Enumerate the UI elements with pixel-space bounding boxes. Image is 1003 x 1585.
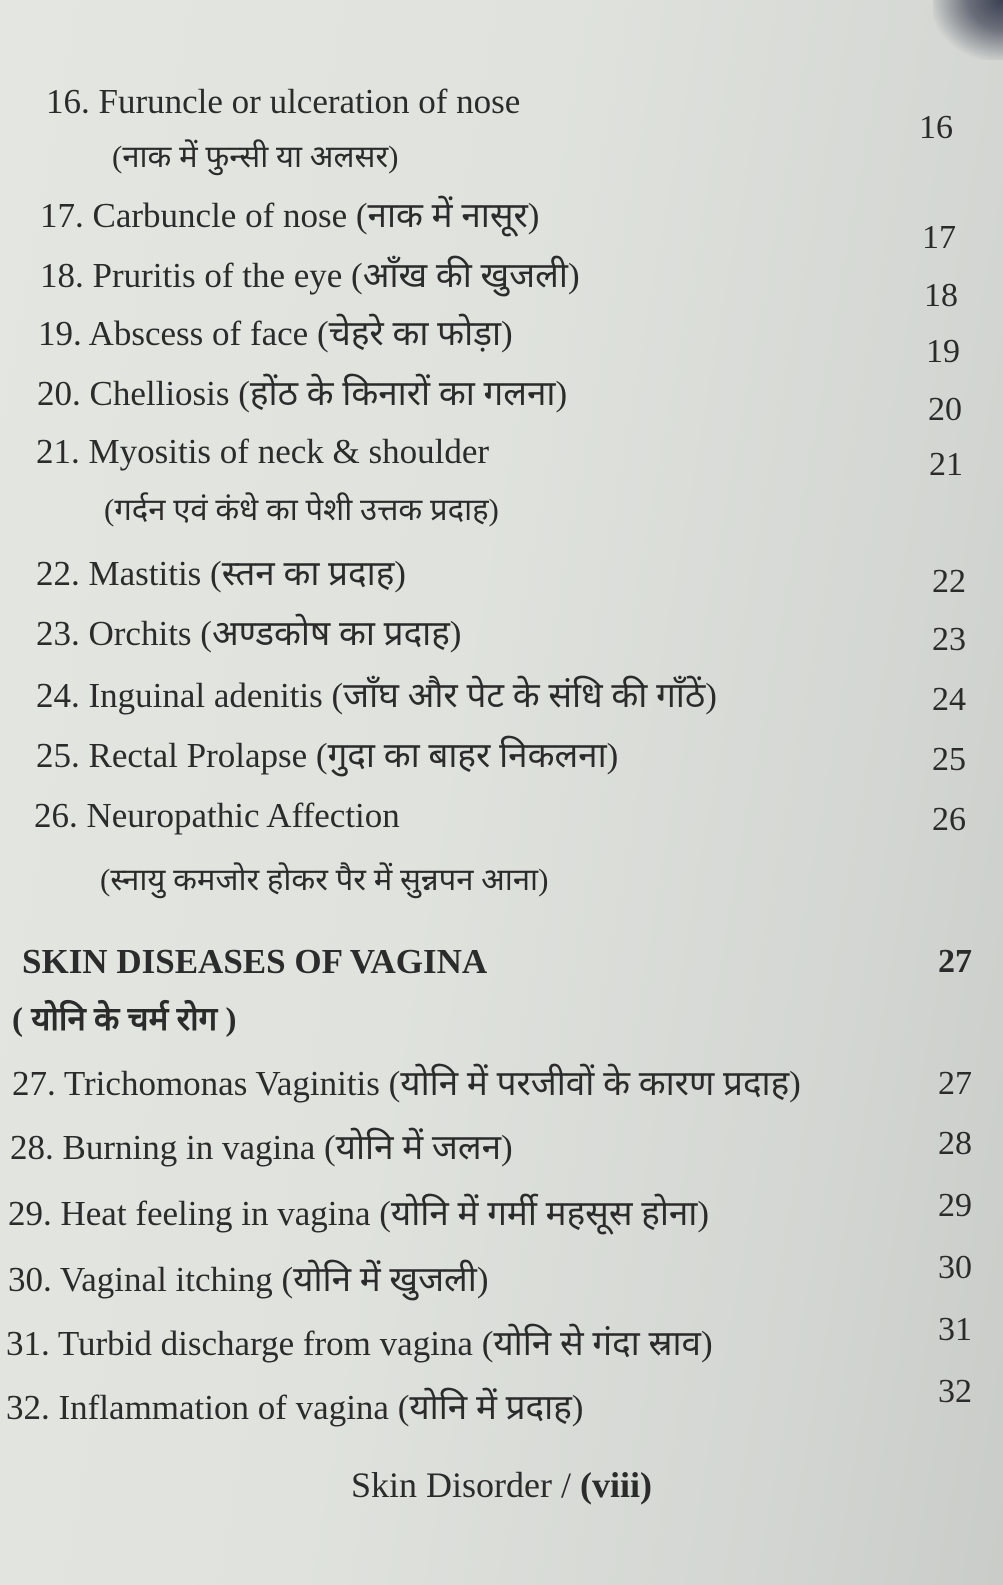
entry-subtitle: (स्नायु कमजोर होकर पैर में सुन्नपन आना) xyxy=(100,862,549,897)
page-number: 27 xyxy=(938,1065,972,1102)
page-number: 29 xyxy=(938,1187,972,1224)
entry-number: 23. xyxy=(36,614,80,653)
toc-entry-22 xyxy=(36,554,406,594)
toc-entry-32 xyxy=(6,1388,583,1428)
entry-number: 28. xyxy=(10,1128,54,1167)
page-number: 26 xyxy=(932,801,966,838)
toc-entry-19 xyxy=(38,314,513,354)
toc-entry-26 xyxy=(34,796,400,836)
toc-entry-30 xyxy=(8,1260,489,1300)
toc-entry-24 xyxy=(36,676,717,716)
page-number: 18 xyxy=(924,277,958,314)
page-footer xyxy=(0,1465,1003,1505)
toc-entry-20 xyxy=(37,374,567,414)
page-number: 25 xyxy=(932,741,966,778)
entry-title: Abscess of face (चेहरे का फोड़ा) xyxy=(88,314,513,353)
entry-title: Neuropathic Affection xyxy=(86,796,400,835)
entry-number: 29. xyxy=(8,1194,52,1233)
section-page-number: 27 xyxy=(938,943,972,980)
page-number: 30 xyxy=(938,1249,972,1286)
page-number: 20 xyxy=(928,391,962,428)
entry-number: 19. xyxy=(38,314,82,353)
entry-number: 16. xyxy=(46,82,90,121)
entry-title: Furuncle or ulceration of nose xyxy=(98,82,521,121)
entry-title: Inguinal adenitis (जाँघ और पेट के संधि की गाँठें) xyxy=(88,676,717,715)
toc-entry-18 xyxy=(40,256,580,296)
toc-entry-25 xyxy=(36,736,618,776)
entry-number: 24. xyxy=(36,676,80,715)
page-number: 22 xyxy=(932,563,966,600)
entry-title: Rectal Prolapse (गुदा का बाहर निकलना) xyxy=(88,736,619,775)
toc-entry-27 xyxy=(12,1064,801,1104)
toc-entry-16 xyxy=(46,82,520,122)
entry-title: Pruritis of the eye (आँख की खुजली) xyxy=(92,256,580,295)
entry-title: Orchits (अण्डकोष का प्रदाह) xyxy=(88,614,462,653)
page-corner-shadow xyxy=(933,0,1003,60)
entry-number: 30. xyxy=(8,1260,52,1299)
entry-number: 20. xyxy=(37,374,81,413)
toc-entry-29 xyxy=(8,1194,709,1234)
toc-entry-17 xyxy=(40,196,539,236)
toc-entry-31 xyxy=(6,1324,713,1364)
entry-title: Carbuncle of nose (नाक में नासूर) xyxy=(92,196,540,235)
entry-title: Chelliosis (होंठ के किनारों का गलना) xyxy=(89,374,568,413)
entry-title: Mastitis (स्तन का प्रदाह) xyxy=(88,554,406,593)
entry-title: Heat feeling in vagina (योनि में गर्मी महसूस होना) xyxy=(60,1194,710,1233)
entry-title: Turbid discharge from vagina (योनि से गंदा स्राव) xyxy=(57,1324,713,1363)
entry-title: Vaginal itching (योनि में खुजली) xyxy=(59,1260,489,1299)
page-number: 28 xyxy=(938,1125,972,1162)
entry-subtitle: (गर्दन एवं कंधे का पेशी उत्तक प्रदाह) xyxy=(104,492,499,527)
section-subtitle: ( योनि के चर्म रोग ) xyxy=(12,1002,237,1038)
footer-page-roman: (viii) xyxy=(580,1465,652,1505)
entry-number: 26. xyxy=(34,796,78,835)
page-number: 16 xyxy=(919,109,953,146)
entry-number: 18. xyxy=(40,256,84,295)
entry-title: Trichomonas Vaginitis (योनि में परजीवों के कारण प्रदाह) xyxy=(63,1064,801,1103)
entry-title: Burning in vagina (योनि में जलन) xyxy=(62,1128,513,1167)
footer-book-title: Skin Disorder / xyxy=(351,1465,571,1505)
page-number: 32 xyxy=(938,1373,972,1410)
page-number: 17 xyxy=(922,219,956,256)
entry-number: 21. xyxy=(36,432,80,471)
page-number: 23 xyxy=(932,621,966,658)
entry-number: 27. xyxy=(12,1064,56,1103)
entry-number: 32. xyxy=(6,1388,50,1427)
entry-number: 31. xyxy=(6,1324,50,1363)
page-number: 24 xyxy=(932,681,966,718)
entry-number: 22. xyxy=(36,554,80,593)
page-number: 31 xyxy=(938,1311,972,1348)
toc-entry-28 xyxy=(10,1128,513,1168)
page-number: 19 xyxy=(926,333,960,370)
toc-entry-21 xyxy=(36,432,489,472)
entry-title: Inflammation of vagina (योनि में प्रदाह) xyxy=(58,1388,584,1427)
page-number: 21 xyxy=(929,446,963,483)
section-title: SKIN DISEASES OF VAGINA xyxy=(22,942,488,981)
entry-number: 25. xyxy=(36,736,80,775)
entry-number: 17. xyxy=(40,196,84,235)
entry-title: Myositis of neck & shoulder xyxy=(88,432,490,471)
toc-entry-23 xyxy=(36,614,461,654)
entry-subtitle: (नाक में फुन्सी या अलसर) xyxy=(112,139,399,174)
